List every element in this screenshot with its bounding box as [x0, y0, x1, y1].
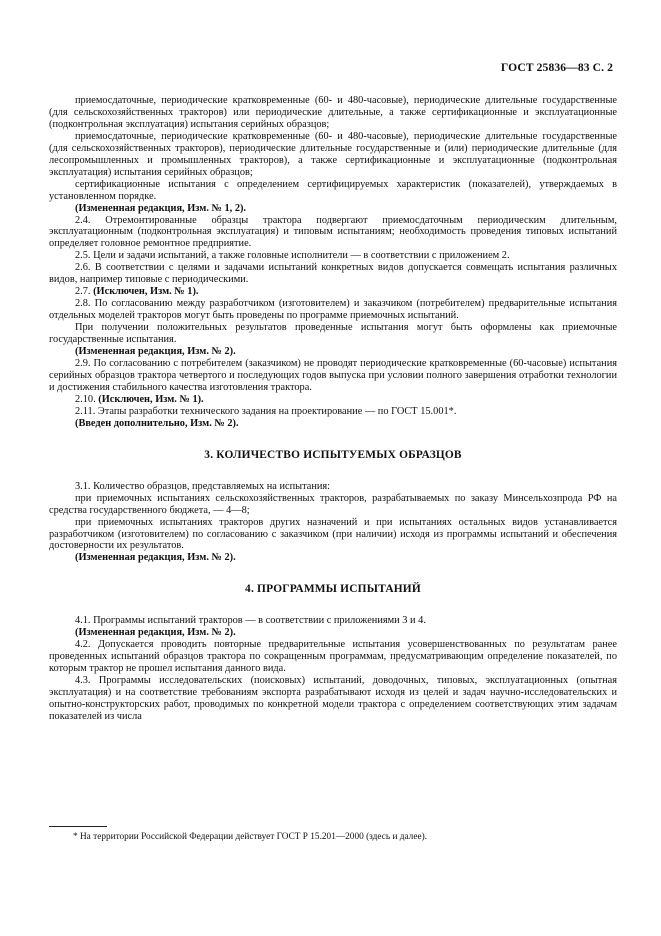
section3-paragraph: при приемочных испытаниях тракторов других назначений и при испытаниях остальных видов устанавливается разработчиком (изготовителем) по согласованию с заказчиком (при наличии) исходя из программы испытаний и обеспечения достоверности их результатов.	[49, 516, 617, 552]
intro-paragraph: приемосдаточные, периодические кратковременные (60- и 480-часовые), периодические длительные государственные (для сельскохозяйственных тракторов) или периодические длительные, а также сертификационные и эксплуатационные (подконтрольная эксплуатация) испытания серийных образцов;	[49, 95, 617, 130]
intro-paragraph: 2.9. По согласованию с потребителем (заказчиком) не проводят периодические кратковременные (60-часовые) испытания серийных образцов трактора четвертого и последующих годов выпуска при условии полного завершения отработки технологии и достижения стабильного качества изготовления трактора.	[49, 357, 617, 393]
intro-paragraph: 2.10. (Исключен, Изм. № 1).	[75, 393, 204, 405]
section3-paragraph: при приемочных испытаниях сельскохозяйственных тракторов, разрабатываемых по заказу Минсельхозпрода РФ на средства государственного бюджета, — 4—8;	[49, 492, 617, 516]
intro-paragraphs	[49, 95, 617, 430]
intro-paragraph: (Измененная редакция, Изм. № 2).	[75, 346, 236, 358]
intro-paragraph: 2.8. По согласованию между разработчиком (изготовителем) и заказчиком (потребителем) предварительные испытания отдельных моделей тракторов могут быть проведены по программе приемочных испытаний.	[49, 298, 617, 322]
intro-paragraph: сертификационные испытания с определением сертифицируемых характеристик (показателей), утверждаемых в установленном порядке.	[49, 178, 617, 202]
section4-paragraph: (Измененная редакция, Изм. № 2).	[75, 627, 236, 639]
page-header: ГОСТ 25836—83 С. 2	[500, 61, 613, 74]
section4-paragraph: 4.2. Допускается проводить повторные предварительные испытания усовершенствованных по результатам ранее проведенных испытаний образцов трактора по сокращенным программам, предусматривающим определение показателей, по которым трактор не прошел испытания данного вида.	[49, 639, 617, 675]
section4-paragraph: 4.1. Программы испытаний тракторов — в соответствии с приложениями 3 и 4.	[75, 615, 426, 627]
section3-paragraph: 3.1. Количество образцов, представляемых на испытания:	[75, 480, 331, 492]
intro-paragraph: приемосдаточные, периодические кратковременные (60- и 480-часовые), периодические длительные государственные (для сельскохозяйственных тракторов), периодические длительные государственные и (или) периодические длительные (для лесопромышленных и промышленных тракторов), а также сертификационные и эксплуатационные (подконтрольная эксплуатация) испытания серийных образцов;	[49, 130, 617, 178]
section-3-paragraphs	[49, 481, 617, 565]
section-4-paragraphs	[49, 615, 617, 723]
intro-paragraph: (Введен дополнительно, Изм. № 2).	[75, 417, 239, 429]
intro-paragraph: (Измененная редакция, Изм. № 1, 2).	[75, 202, 247, 214]
intro-paragraph: При получении положительных результатов проведенные испытания могут быть оформлены как приемочные государственные испытания.	[49, 322, 617, 346]
intro-paragraph: 2.5. Цели и задачи испытаний, а также головные исполнители — в соответствии с приложением 2.	[75, 250, 510, 262]
footnote-rule	[49, 826, 107, 827]
section-3-heading: 3. КОЛИЧЕСТВО ИСПЫТУЕМЫХ ОБРАЗЦОВ	[204, 448, 462, 461]
footnote: * На территории Российской Федерации действует ГОСТ Р 15.201—2000 (здесь и далее).	[73, 832, 427, 842]
intro-paragraph: 2.6. В соответствии с целями и задачами испытаний конкретных видов допускается совмещать испытания различных видов, например типовые с периодическими.	[49, 262, 617, 286]
section4-paragraph: 4.3. Программы исследовательских (поисковых) испытаний, доводочных, типовых, эксплуатационных (опытная эксплуатация) и на соответствие требованиям экспорта разрабатывают исходя из целей и задач научно-исследовательских и опытно-конструкторских работ, проводимых по конкретной модели трактора с определением соответствующих этим задачам показателей из числа	[49, 675, 617, 722]
section3-paragraph: (Измененная редакция, Изм. № 2).	[75, 552, 236, 564]
document-body	[49, 95, 617, 723]
intro-paragraph: 2.11. Этапы разработки технического задания на проектирование — по ГОСТ 15.001*.	[75, 405, 457, 417]
intro-paragraph: 2.4. Отремонтированные образцы трактора подвергают приемосдаточным периодическим длительным, эксплуатационным (подконтрольная эксплуатация) и типовым испытаниям; необходимость проведения типовых испытаний определяет головное ремонтное предприятие.	[49, 214, 617, 250]
section-4-heading: 4. ПРОГРАММЫ ИСПЫТАНИЙ	[245, 583, 421, 596]
intro-paragraph: 2.7. (Исключен, Изм. № 1).	[75, 286, 199, 298]
